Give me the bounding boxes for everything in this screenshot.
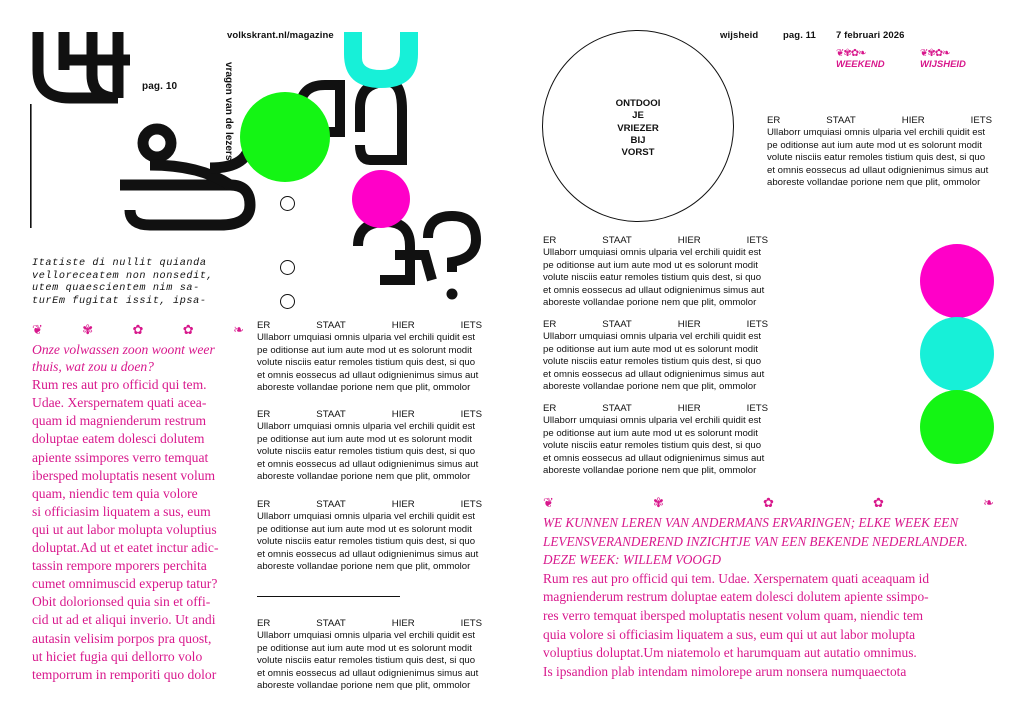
block-line: pe oditionse aut ium aute mod ut es solorunt modit [543,259,758,271]
block-line: Ullaborr umquiasi omnis ulparia vel erchili quidit est [543,415,762,427]
magazine-url: volkskrant.nl/magazine [227,30,334,41]
body-line: magnienderum restrum doluptae eatem dolesci dolutem apiente ssimpo- [543,589,929,605]
block-line: volute nisciis eatur remoles tistium quis dest, si quo [257,655,476,667]
section-name: wijsheid [720,30,759,41]
brand-wijsheid-label: WIJSHEID [920,59,966,70]
block-line: Ullaborr umquiasi omnis ulparia vel erchili quidit est [257,630,476,642]
headline-line: VRIEZER [617,122,659,134]
body-line: tassin rempore mporers perchita [32,558,207,574]
body-line: quam id magnienderum restrum [32,413,207,429]
body-line: Is ipsandion plab intendam nimolorepe arum nonsera numquaectota [543,663,907,679]
body-line: Rum res aut pro officid qui tem. [32,377,207,393]
text-block [257,499,482,573]
block-line: volute nisciis eatur remoles tistium quis dest, si quo [767,152,986,164]
heading-word: ER [257,409,271,420]
body-line: voluptius doluptat.Um niatemolo et harumquam aut autatio omnimus. [543,645,917,661]
block-line: pe oditionse aut ium aute mod ut es solorunt modit [257,642,472,654]
block-line: et omnis eossecus ad ullaut odignienimus simus aut [767,164,989,176]
brand-weekend [836,48,885,70]
heading-word: HIER [391,618,415,629]
block-line: aboreste vollandae porione nem que plit, ommolor [257,680,471,692]
issue-date: 7 februari 2026 [836,30,905,41]
block-line: et omnis eossecus ad ullaut odignienimus simus aut [257,458,479,470]
vertical-section-label: vragen van de lezers [223,62,234,161]
block-line: et omnis eossecus ad ullaut odignienimus simus aut [257,369,479,381]
green-dot [240,92,330,182]
text-block [257,409,482,483]
block-line: et omnis eossecus ad ullaut odignienimus simus aut [543,368,765,380]
heading-word: HIER [677,235,701,246]
block-line: pe oditionse aut ium aute mod ut es solorunt modit [257,523,472,535]
ornament-icon: ✾ [653,495,664,510]
block-line: aboreste vollandae porione nem que plit, ommolor [543,381,757,393]
body-line: apiente ssimpores verro temquat [32,449,209,465]
text-block [767,115,992,189]
heading-word: IETS [460,320,482,331]
left-column [32,322,244,684]
intro-line: velloreceatem non nonsedit, [32,270,214,282]
body-line: quia volore si officiasim liquatem a sus, eum qui ut aut labor molupta [543,626,916,642]
body-line: Rum res aut pro officid qui tem. Udae. Xerspernatem quati aceaquam id [543,570,930,586]
body-line: cid ut ad et aliqui inverio. Ut andi [32,612,216,628]
body-line: doluptat.Ad ut et eatet inctur adic- [32,540,219,556]
heading-word: STAAT [826,115,856,126]
text-block [543,403,768,477]
heading-word: HIER [677,319,701,330]
block-heading [767,115,992,127]
block-line: Ullaborr umquiasi omnis ulparia vel erchili quidit est [767,127,986,139]
headline-line: ONTDOOI [615,98,661,109]
block-line: Ullaborr umquiasi omnis ulparia vel erchili quidit est [257,332,476,344]
headline-line: VORST [621,147,655,159]
small-circle-3 [280,294,295,309]
block-line: et omnis eossecus ad ullaut odignienimus simus aut [543,284,765,296]
intro-line: utem quaescientem nim sa- [32,283,200,295]
body-line: Udae. Xerspernatem quati acea- [32,395,207,411]
block-heading [543,235,768,247]
column-divider [257,596,400,597]
small-circle-2 [280,260,295,275]
ornament-icon: ✿ [132,322,144,337]
green-dot [920,390,994,464]
feature-intro: WE KUNNEN LEREN VAN ANDERMANS ERVARINGEN; ELKE WEEK EEN LEVENSVERANDEREND INZICHTJE VAN EEN BEKENDE NEDERLANDER. DEZE WEEK: WILLEM VOOGD [543,515,968,568]
block-line: aboreste vollandae porione nem que plit, ommolor [543,297,757,309]
text-block [543,319,768,393]
headline-line: BIJ [630,134,646,146]
heading-word: HIER [391,320,415,331]
cyan-glyph-art [344,32,418,88]
heading-word: STAAT [602,403,632,414]
block-line: pe oditionse aut ium aute mod ut es solorunt modit [543,343,758,355]
ornament-icon: ❦ [543,495,554,510]
heading-word: ER [257,320,271,331]
block-line: pe oditionse aut ium aute mod ut es solorunt modit [257,433,472,445]
ornament-icon: ❦ [32,322,43,337]
body-line: si officiasim liquatem a sus, eum [32,503,211,519]
block-line: Ullaborr umquiasi omnis ulparia vel erchili quidit est [543,331,762,343]
text-block [543,235,768,309]
block-line: Ullaborr umquiasi omnis ulparia vel erchili quidit est [257,421,476,433]
heading-word: IETS [970,115,992,126]
brand-weekend-label: WEEKEND [836,59,885,70]
page-number-right: pag. 11 [783,30,816,41]
small-circle-1 [280,196,295,211]
body-line: Obit dolorionsed quia sin et offi- [32,594,211,610]
heading-word: HIER [391,409,415,420]
heading-word: STAAT [602,235,632,246]
heading-word: HIER [677,403,701,414]
body-line: cumet omnimuscid experup tatur? [32,576,218,592]
block-line: et omnis eossecus ad ullaut odignienimus simus aut [257,667,479,679]
heading-word: HIER [901,115,925,126]
body-line: doluptae eatem dolesci dolutem [32,431,205,447]
headline-text [542,98,734,159]
block-heading [257,320,482,332]
text-block [257,320,482,394]
block-line: et omnis eossecus ad ullaut odignienimus simus aut [543,452,765,464]
text-block [257,618,482,692]
reader-question: Onze volwassen zoon woont weer thuis, wat zou u doen? [32,342,215,374]
ornament-row [543,495,994,511]
body-line: res verro temquat ibersped moluptatis nesent volum quam, niendic tem [543,607,924,623]
block-line: aboreste vollandae porione nem que plit, ommolor [257,382,471,394]
ornament-icon: ❧ [233,322,244,337]
block-line: volute nisciis eatur remoles tistium quis dest, si quo [543,356,762,368]
block-line: aboreste vollandae porione nem que plit, ommolor [257,561,471,573]
heading-word: STAAT [602,319,632,330]
block-heading [257,499,482,511]
block-heading [543,403,768,415]
heading-word: IETS [460,499,482,510]
block-line: pe oditionse aut ium aute mod ut es solorunt modit [543,427,758,439]
body-line: ibersped moluptatis nesent volum [32,467,216,483]
block-line: pe oditionse aut ium aute mod ut es solorunt modit [257,344,472,356]
headline-line: JE [632,110,644,122]
heading-word: STAAT [316,409,346,420]
block-line: volute nisciis eatur remoles tistium quis dest, si quo [543,440,762,452]
heading-word: IETS [460,409,482,420]
brand-wijsheid [920,48,966,70]
cyan-dot [920,317,994,391]
decorative-lettering-icon: ❦✾✿❧ [836,48,866,59]
body-line: qui ut aut labor molupta voluptius [32,521,217,537]
block-line: volute nisciis eatur remoles tistium quis dest, si quo [257,446,476,458]
block-line: volute nisciis eatur remoles tistium quis dest, si quo [543,272,762,284]
body-line: quam, niendic tem quia volore [32,485,198,501]
heading-word: ER [257,499,271,510]
heading-word: STAAT [316,618,346,629]
ornament-icon: ❧ [983,495,994,510]
right-page [512,0,1024,724]
ornament-icon: ✾ [82,322,94,337]
body-line: ut hiciet fugia qui dellorro volo [32,648,203,664]
ornament-icon: ✿ [182,322,194,337]
block-line: aboreste vollandae porione nem que plit, ommolor [543,465,757,477]
heading-word: IETS [746,235,768,246]
block-line: aboreste vollandae porione nem que plit, ommolor [767,177,981,189]
block-line: Ullaborr umquiasi omnis ulparia vel erchili quidit est [543,247,762,259]
block-line: volute nisciis eatur remoles tistium quis dest, si quo [257,536,476,548]
heading-word: IETS [460,618,482,629]
ornament-row [32,322,244,338]
page-number-left: pag. 10 [142,81,178,92]
pink-dot [920,244,994,318]
heading-word: IETS [746,319,768,330]
answer-body [32,376,244,684]
block-heading [257,618,482,630]
intro-line: Itatiste di nullit quianda [32,258,207,269]
intro-text [32,258,213,308]
ornament-icon: ✿ [763,495,774,510]
intro-line: turEm fugitat issit, ipsa- [32,295,207,307]
block-line: volute nisciis eatur remoles tistium quis dest, si quo [257,357,476,369]
heading-word: ER [257,618,271,629]
block-line: pe oditionse aut ium aute mod ut es solorunt modit [767,139,982,151]
block-line: Ullaborr umquiasi omnis ulparia vel erchili quidit est [257,511,476,523]
body-line: temporrum in remporiti quo dolor [32,666,217,682]
heading-word: ER [543,403,557,414]
body-line: autasin velisim porpos pra quost, [32,630,212,646]
block-heading [543,319,768,331]
ornament-icon: ✿ [873,495,884,510]
block-line: et omnis eossecus ad ullaut odignienimus simus aut [257,548,479,560]
heading-word: IETS [746,403,768,414]
feature-body [543,570,994,682]
heading-word: ER [767,115,781,126]
heading-word: ER [543,319,557,330]
heading-word: STAAT [316,499,346,510]
decorative-lettering-icon: ❦✾✿❧ [920,48,950,59]
block-heading [257,409,482,421]
pink-dot [352,170,410,228]
heading-word: HIER [391,499,415,510]
heading-word: STAAT [316,320,346,331]
feature-article [543,495,994,681]
block-line: aboreste vollandae porione nem que plit, ommolor [257,471,471,483]
heading-word: ER [543,235,557,246]
